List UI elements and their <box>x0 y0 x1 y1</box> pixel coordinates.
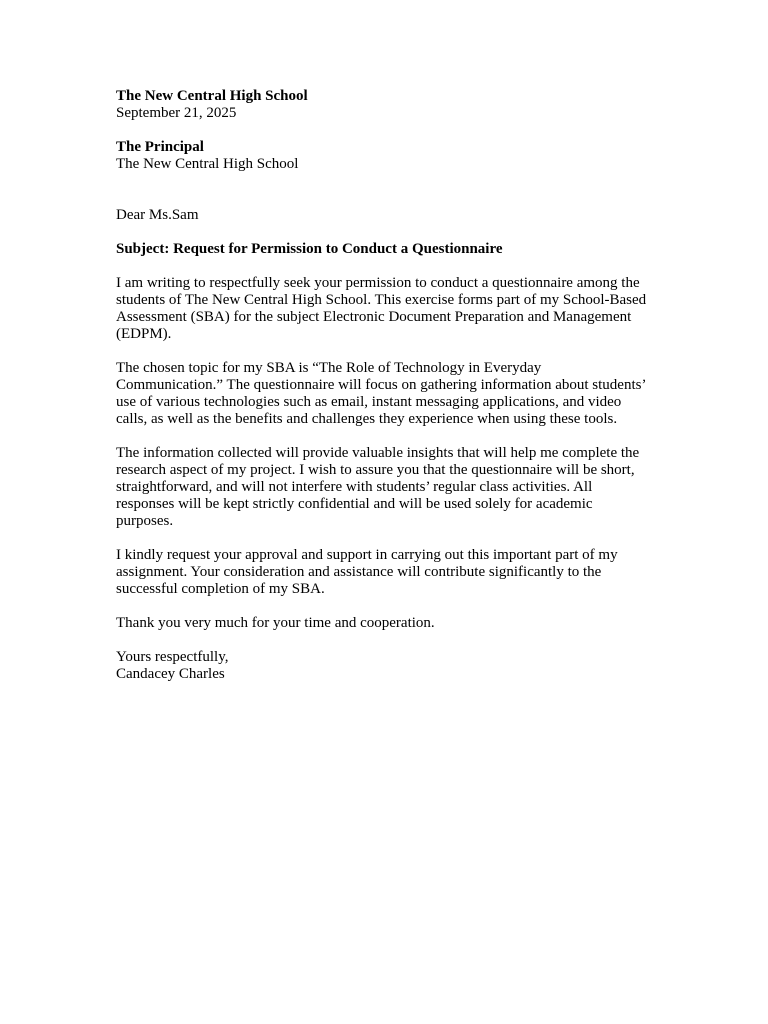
body-paragraph: The information collected will provide valuable insights that will help me complete the research aspect of my project. I wish to assure you that the questionnaire will be short, straightforward, and will not interfere with students’ regular class activities. All responses will be kept strictly confidential and will be used solely for academic purposes. <box>116 445 640 529</box>
body-paragraph: The chosen topic for my SBA is “The Role of Technology in Everyday Communication.” The questionnaire will focus on gathering information about students’ use of various technologies such as email, instant messaging applications, and video calls, as well as the benefits and challenges they experience when using these tools. <box>116 360 646 427</box>
spacer <box>116 530 656 547</box>
spacer <box>116 632 656 649</box>
spacer <box>116 173 656 207</box>
body-paragraph: I am writing to respectfully seek your permission to conduct a questionnaire among the students of The New Central High School. This exercise forms part of my School-Based Assessment (SBA) for the subject Electronic Document Preparation and Management (EDPM). <box>116 275 647 342</box>
recipient-block <box>116 139 656 173</box>
signature-name: Candacey Charles <box>116 666 225 682</box>
letter-date: September 21, 2025 <box>116 105 237 121</box>
sender-name: The New Central High School <box>116 88 308 104</box>
spacer <box>116 343 656 360</box>
closing-block <box>116 649 656 683</box>
spacer <box>116 122 656 139</box>
salutation: Dear Ms.Sam <box>116 207 199 223</box>
body-paragraph: Thank you very much for your time and cooperation. <box>116 615 435 631</box>
letter-page <box>116 88 656 683</box>
closing: Yours respectfully, <box>116 649 229 665</box>
sender-block <box>116 88 656 122</box>
recipient-organization: The New Central High School <box>116 156 299 172</box>
spacer <box>116 258 656 275</box>
spacer <box>116 224 656 241</box>
recipient-title: The Principal <box>116 139 204 155</box>
body-paragraph: I kindly request your approval and support in carrying out this important part of my assignment. Your consideration and assistance will contribute significantly to the successful completion of my SBA. <box>116 547 618 597</box>
spacer <box>116 598 656 615</box>
subject-line: Subject: Request for Permission to Conduct a Questionnaire <box>116 241 503 257</box>
spacer <box>116 428 656 445</box>
